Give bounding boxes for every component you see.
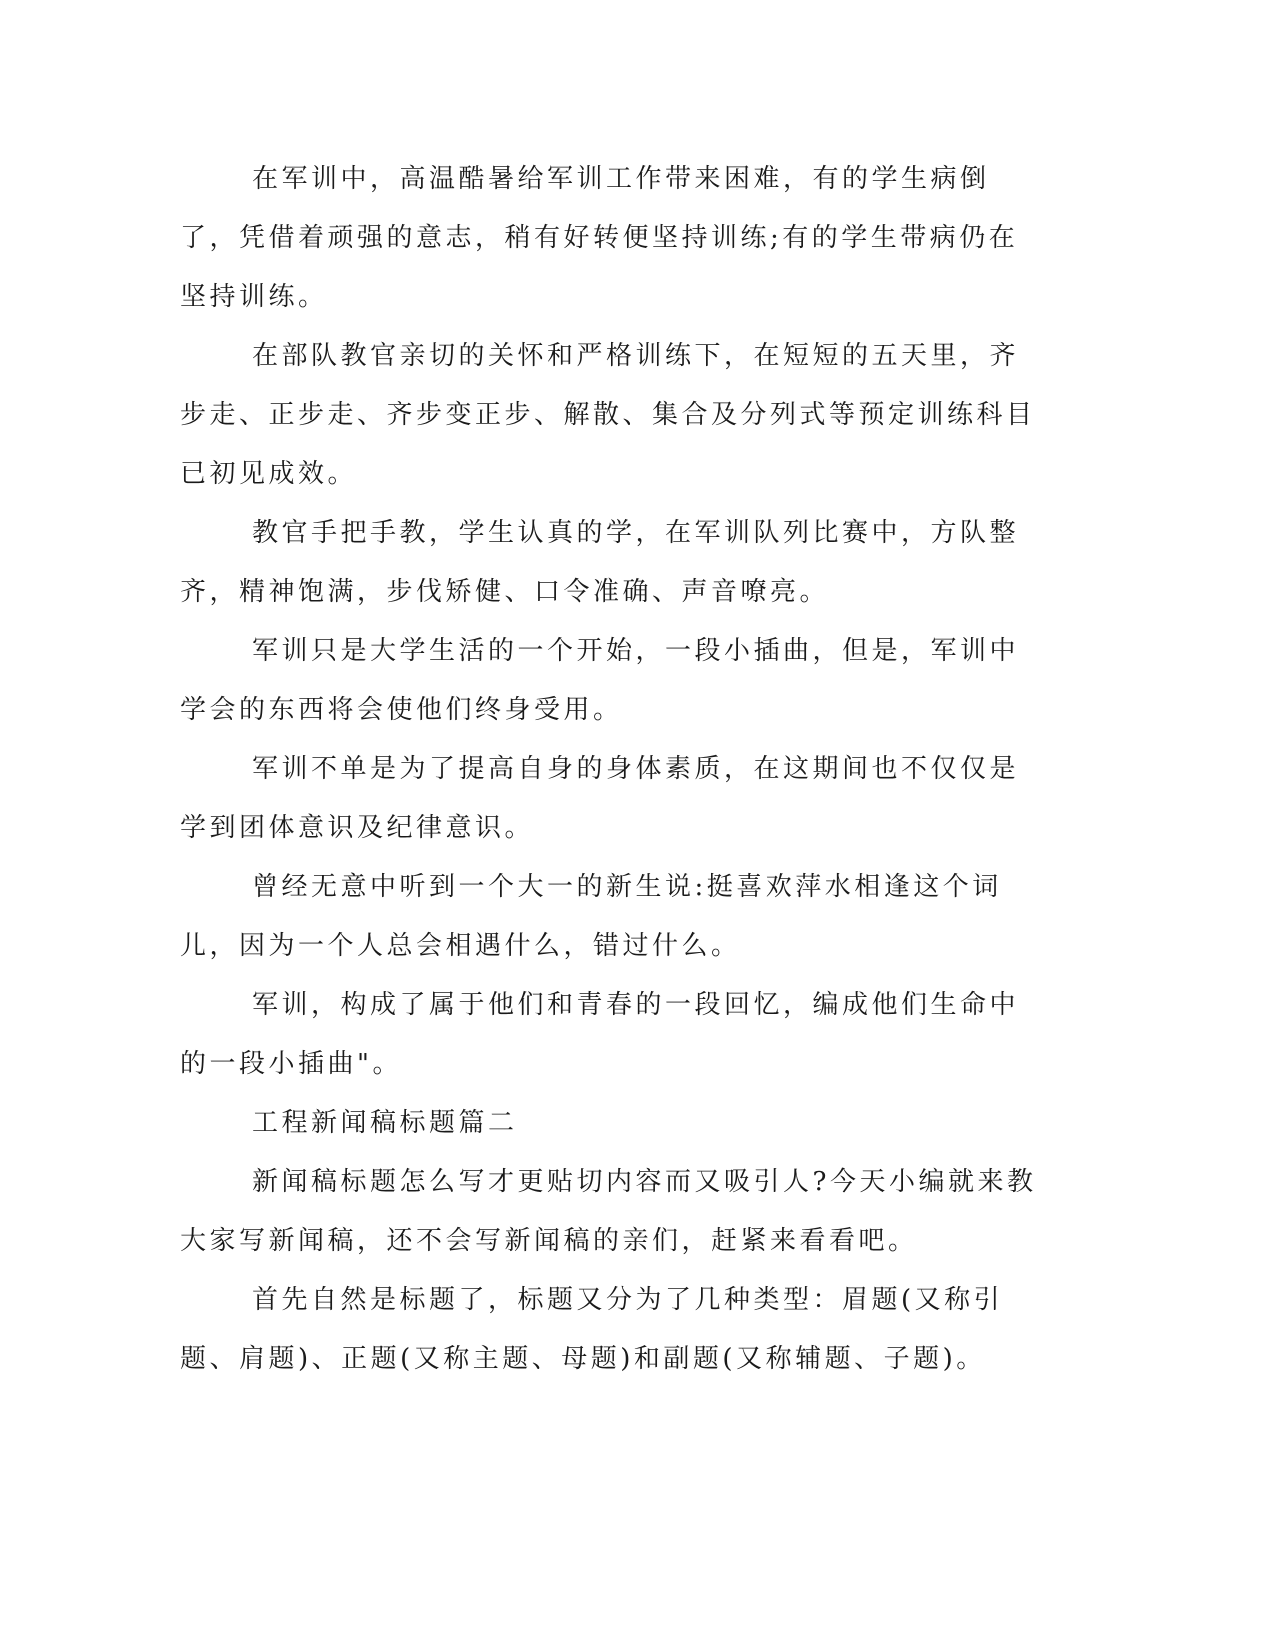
paragraph-youth-memory: 军训，构成了属于他们和青春的一段回忆，编成他们生命中的一段小插曲"。: [180, 990, 1020, 1079]
paragraph-headline-types: 首先自然是标题了，标题又分为了几种类型：眉题(又称引题、肩题)、正题(又称主题、母题)和副题(又称辅题、子题)。: [180, 1285, 1004, 1374]
paragraph-headline-intro: 新闻稿标题怎么写才更贴切内容而又吸引人?今天小编就来教大家写新闻稿，还不会写新闻稿的亲们，赶紧来看看吧。: [180, 1167, 1037, 1256]
paragraph-team-discipline: 军训不单是为了提高自身的身体素质，在这期间也不仅仅是学到团体意识及纪律意识。: [180, 754, 1020, 843]
paragraph-formation-contest: 教官手把手教，学生认真的学，在军训队列比赛中，方队整齐，精神饱满，步伐矫健、口令准确、声音嘹亮。: [180, 518, 1020, 607]
paragraph-college-beginning: 军训只是大学生活的一个开始，一段小插曲，但是，军训中学会的东西将会使他们终身受用。: [180, 636, 1020, 725]
section-heading: 工程新闻稿标题篇二: [252, 1108, 518, 1138]
paragraph-military-training-heat: 在军训中，高温酷暑给军训工作带来困难，有的学生病倒了，凭借着顽强的意志，稍有好转便坚持训练;有的学生带病仍在坚持训练。: [180, 164, 1019, 312]
document-body: [180, 150, 1040, 1389]
paragraph-training-results: 在部队教官亲切的关怀和严格训练下，在短短的五天里，齐步走、正步走、齐步变正步、解散、集合及分列式等预定训练科目已初见成效。: [180, 341, 1036, 489]
paragraph-freshman-quote: 曾经无意中听到一个大一的新生说:挺喜欢萍水相逢这个词儿，因为一个人总会相遇什么，错过什么。: [180, 872, 1002, 961]
